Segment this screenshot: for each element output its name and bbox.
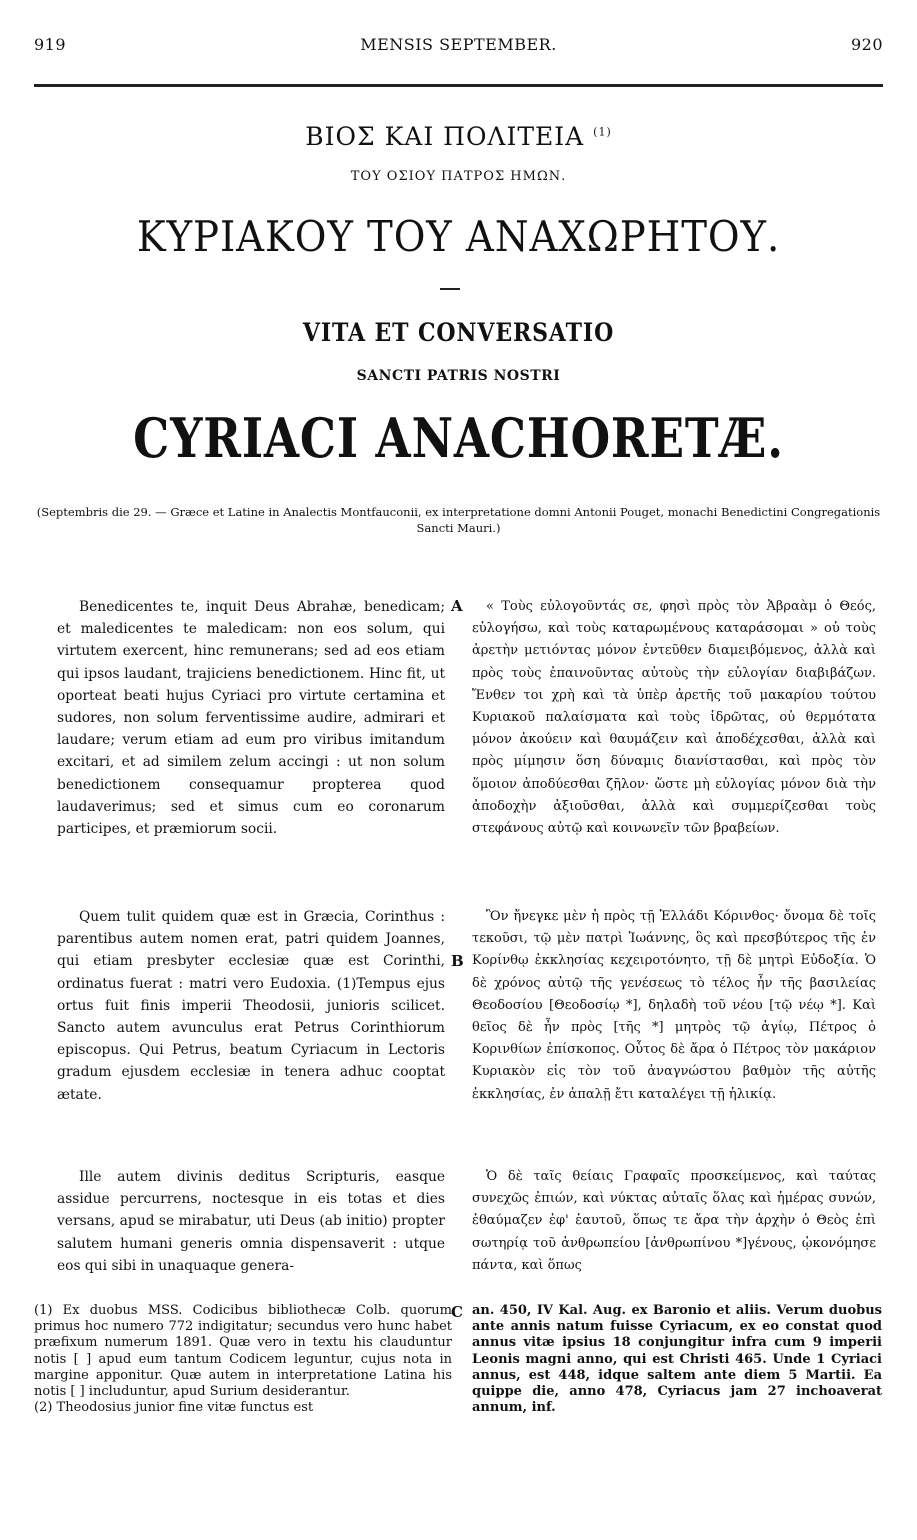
latin-title-line1: VITA ET CONVERSATIO bbox=[302, 318, 615, 347]
latin-title-line3: CYRIACI ANACHORETÆ. bbox=[133, 406, 784, 470]
greek-title-line2: ΤΟΥ ΟΣΙΟΥ ΠΑΤΡΟΣ ΗΜΩΝ. bbox=[350, 169, 567, 184]
greek-paragraph-1: « Τοὺς εὐλογοῦντάς σε, φησὶ πρὸς τὸν Ἀβραὰμ ὁ Θεός, εὐλογήσω, καὶ τοὺς καταρωμένους καταράσομαι » οὐ τοὺς ἀρετὴν μετιόντας μόνον ἐντεῦθεν διαμειβόμενος, ἀλλὰ καὶ πρὸς τοὺς ἐπαινοῦντας αὐτοὺς τὴν εὐλογίαν διαβιβάζων. Ἔνθεν τοι χρὴ καὶ τὰ ὑπὲρ ἀρετῆς τοῦ μακαρίου τούτου Κυριακοῦ παλαίσματα καὶ τοὺς ἱδρῶτας, οὐ θερμότατα μόνον ἀκούειν καὶ θαυμάζειν καὶ ἀποδέχεσθαι, ἀλλὰ καὶ πρὸς μίμησιν ὅση δύναμις διανίστασθαι, καὶ πρὸς τὸν ὅμοιον ἀποδύεσθαι ζῆλον· ὥστε μὴ εὐλογίας μόνον διὰ τὴν ἀποδοχὴν ἀξιοῦσθαι, ἀλλὰ καὶ συμμερίζεσθαι τοὺς στεφάνους αὐτῷ καὶ κοινωνεῖν τῶν βραβείων. bbox=[472, 599, 876, 837]
page-number-left: 919 bbox=[34, 35, 67, 54]
footnote-1: (1) Ex duobus MSS. Codicibus bibliothecæ Colb. quorum primus hoc numero 772 indigitatur; secundus vero hunc habet præfixum numerum 1891. Quæ vero in textu his clauduntur notis [ ] apud eum tantum Codicem leguntur, cujus nota in margine apponitur. Quæ autem in interpretatione Latina his notis [ ] includuntur, apud Surium desiderantur. bbox=[34, 1303, 452, 1400]
margin-letter-a: A bbox=[451, 597, 463, 615]
footnotes-left bbox=[34, 1303, 452, 1416]
greek-paragraph-3: Ὁ δὲ ταῖς θείαις Γραφαῖς προσκείμενος, καὶ ταύτας συνεχῶς ἐπιών, καὶ νύκτας αὐταῖς ὅλας καὶ ἡμέρας συνών, ἐθαύμαζεν ἐφ' ἑαυτοῦ, ὅπως τε ἄρα τὴν ἀρχὴν ὁ Θεὸς ἐπὶ σωτηρίᾳ τοῦ ἀνθρωπείου [ἀνθρωπίνου *]γένους, ᾠκονόμησε πάντα, καὶ ὅπως bbox=[472, 1169, 876, 1273]
latin-paragraph-1: Benedicentes te, inquit Deus Abrahæ, benedicam; et maledicentes te maledicam: non eos solum, qui virtutem exercent, hinc remunerans; sed ad eos etiam qui ipsos laudant, trajiciens benedictionem. Hinc fit, ut oporteat beati hujus Cyriaci pro virtute certamina et sudores, non solum ferventissime audire, admirari et laudare; verum etiam ad eum pro viribus imitandum excitari, et ad similem zelum accingi : ut non solum benedictionem consequamur propterea quod laudaverimus; sed et simus cum eo coronarum participes, et præmiorum socii. bbox=[57, 599, 445, 838]
page-number-right: 920 bbox=[850, 35, 883, 54]
greek-paragraph-2: Ὃν ἤνεγκε μὲν ἡ πρὸς τῇ Ἑλλάδι Κόρινθος· ὄνομα δὲ τοῖς τεκοῦσι, τῷ μὲν πατρὶ Ἰωάννης, ὃς καὶ πρεσβύτερος τῆς ἐν Κορίνθῳ ἐκκλησίας κεχειροτόνητο, τῇ δὲ μητρὶ Εὐδοξία. Ὁ δὲ χρόνος αὐτῷ τῆς γενέσεως τὸ τέλος ἦν τῆς βασιλείας Θεοδοσίου [Θεοδοσίῳ *], δηλαδὴ τοῦ νέου [τῷ νέῳ *]. Καὶ θεῖος δὲ ἦν πρὸς [τῆς *] μητρὸς τῷ ἁγίῳ, Πέτρος ὁ Κορινθίων ἐπίσκοπος. Οὗτος δὲ ἄρα ὁ Πέτρος τὸν μακάριον Κυριακὸν εἰς τὸν τοῦ ἀναγνώστου βαθμὸν τῆς αὐτῆς ἐκκλησίας, ἐν ἁπαλῇ ἔτι καταλέγει τῇ ἡλικίᾳ. bbox=[472, 909, 876, 1102]
running-head bbox=[34, 35, 883, 57]
running-title: MENSIS SEPTEMBER. bbox=[360, 35, 557, 54]
header-rule bbox=[34, 84, 883, 87]
greek-title-line3: ΚΥΡΙΑΚΟΥ ΤΟΥ ΑΝΑΧΩΡΗΤΟΥ. bbox=[136, 212, 781, 261]
margin-letter-b: B bbox=[451, 952, 464, 970]
greek-column-3 bbox=[472, 1166, 876, 1277]
title-separator bbox=[440, 288, 460, 290]
latin-paragraph-3: Ille autem divinis deditus Scripturis, easque assidue percurrens, noctesque in eis totas et dies versans, apud se mirabatur, uti Deus (ab initio) propter salutem humani generis omnia dispensaverit : utque eos qui sibi in unaquaque genera- bbox=[57, 1169, 445, 1274]
footnote-2-start: (2) Theodosius junior fine vitæ functus est bbox=[34, 1400, 314, 1416]
latin-column-3 bbox=[57, 1166, 445, 1277]
latin-paragraph-2: Quem tulit quidem quæ est in Græcia, Corinthus : parentibus autem nomen erat, patri quidem Joannes, qui etiam presbyter ecclesiæ quæ est Corinthi, ordinatus fuerat : matri vero Eudoxia. (1)Tempus ejus ortus fuit finis imperii Theodosii, junioris scilicet. Sancto autem avunculus erat Petrus Corinthiorum episcopus. Qui Petrus, beatum Cyriacum in Lectoris gradum ejusdem ecclesiæ in tenera adhuc cooptat ætate. bbox=[57, 909, 445, 1103]
latin-column bbox=[57, 596, 445, 840]
greek-title-line1 bbox=[34, 122, 883, 151]
greek-column-2 bbox=[472, 906, 876, 1106]
margin-letter-c: C bbox=[451, 1303, 463, 1321]
greek-title-note-ref: (1) bbox=[593, 125, 612, 139]
greek-column bbox=[472, 596, 876, 840]
greek-title-text: ΒΙΟΣ ΚΑΙ ΠΟΛΙΤΕΙΑ bbox=[305, 122, 585, 151]
footnotes-right bbox=[472, 1303, 882, 1416]
latin-column-2 bbox=[57, 906, 445, 1106]
source-note: (Septembris die 29. — Græce et Latine in Analectis Montfauconii, ex interpretatione domni Antonii Pouget, monachi Benedictini Congregationis Sancti Mauri.) bbox=[36, 505, 881, 535]
latin-title-line2: SANCTI PATRIS NOSTRI bbox=[356, 368, 561, 384]
footnote-2-continued: an. 450, IV Kal. Aug. ex Baronio et aliis. Verum duobus ante annis natum fuisse Cyriacum, ex eo constat quod annus vitæ ipsius 18 conjungitur infra cum 9 imperii Leonis magni anno, qui est Christi 465. Unde 1 Cyriaci annus, est 448, idque saltem ante diem 5 Martii. Ea quippe die, anno 478, Cyriacus jam 27 inchoaverat annum, inf. bbox=[472, 1303, 882, 1416]
